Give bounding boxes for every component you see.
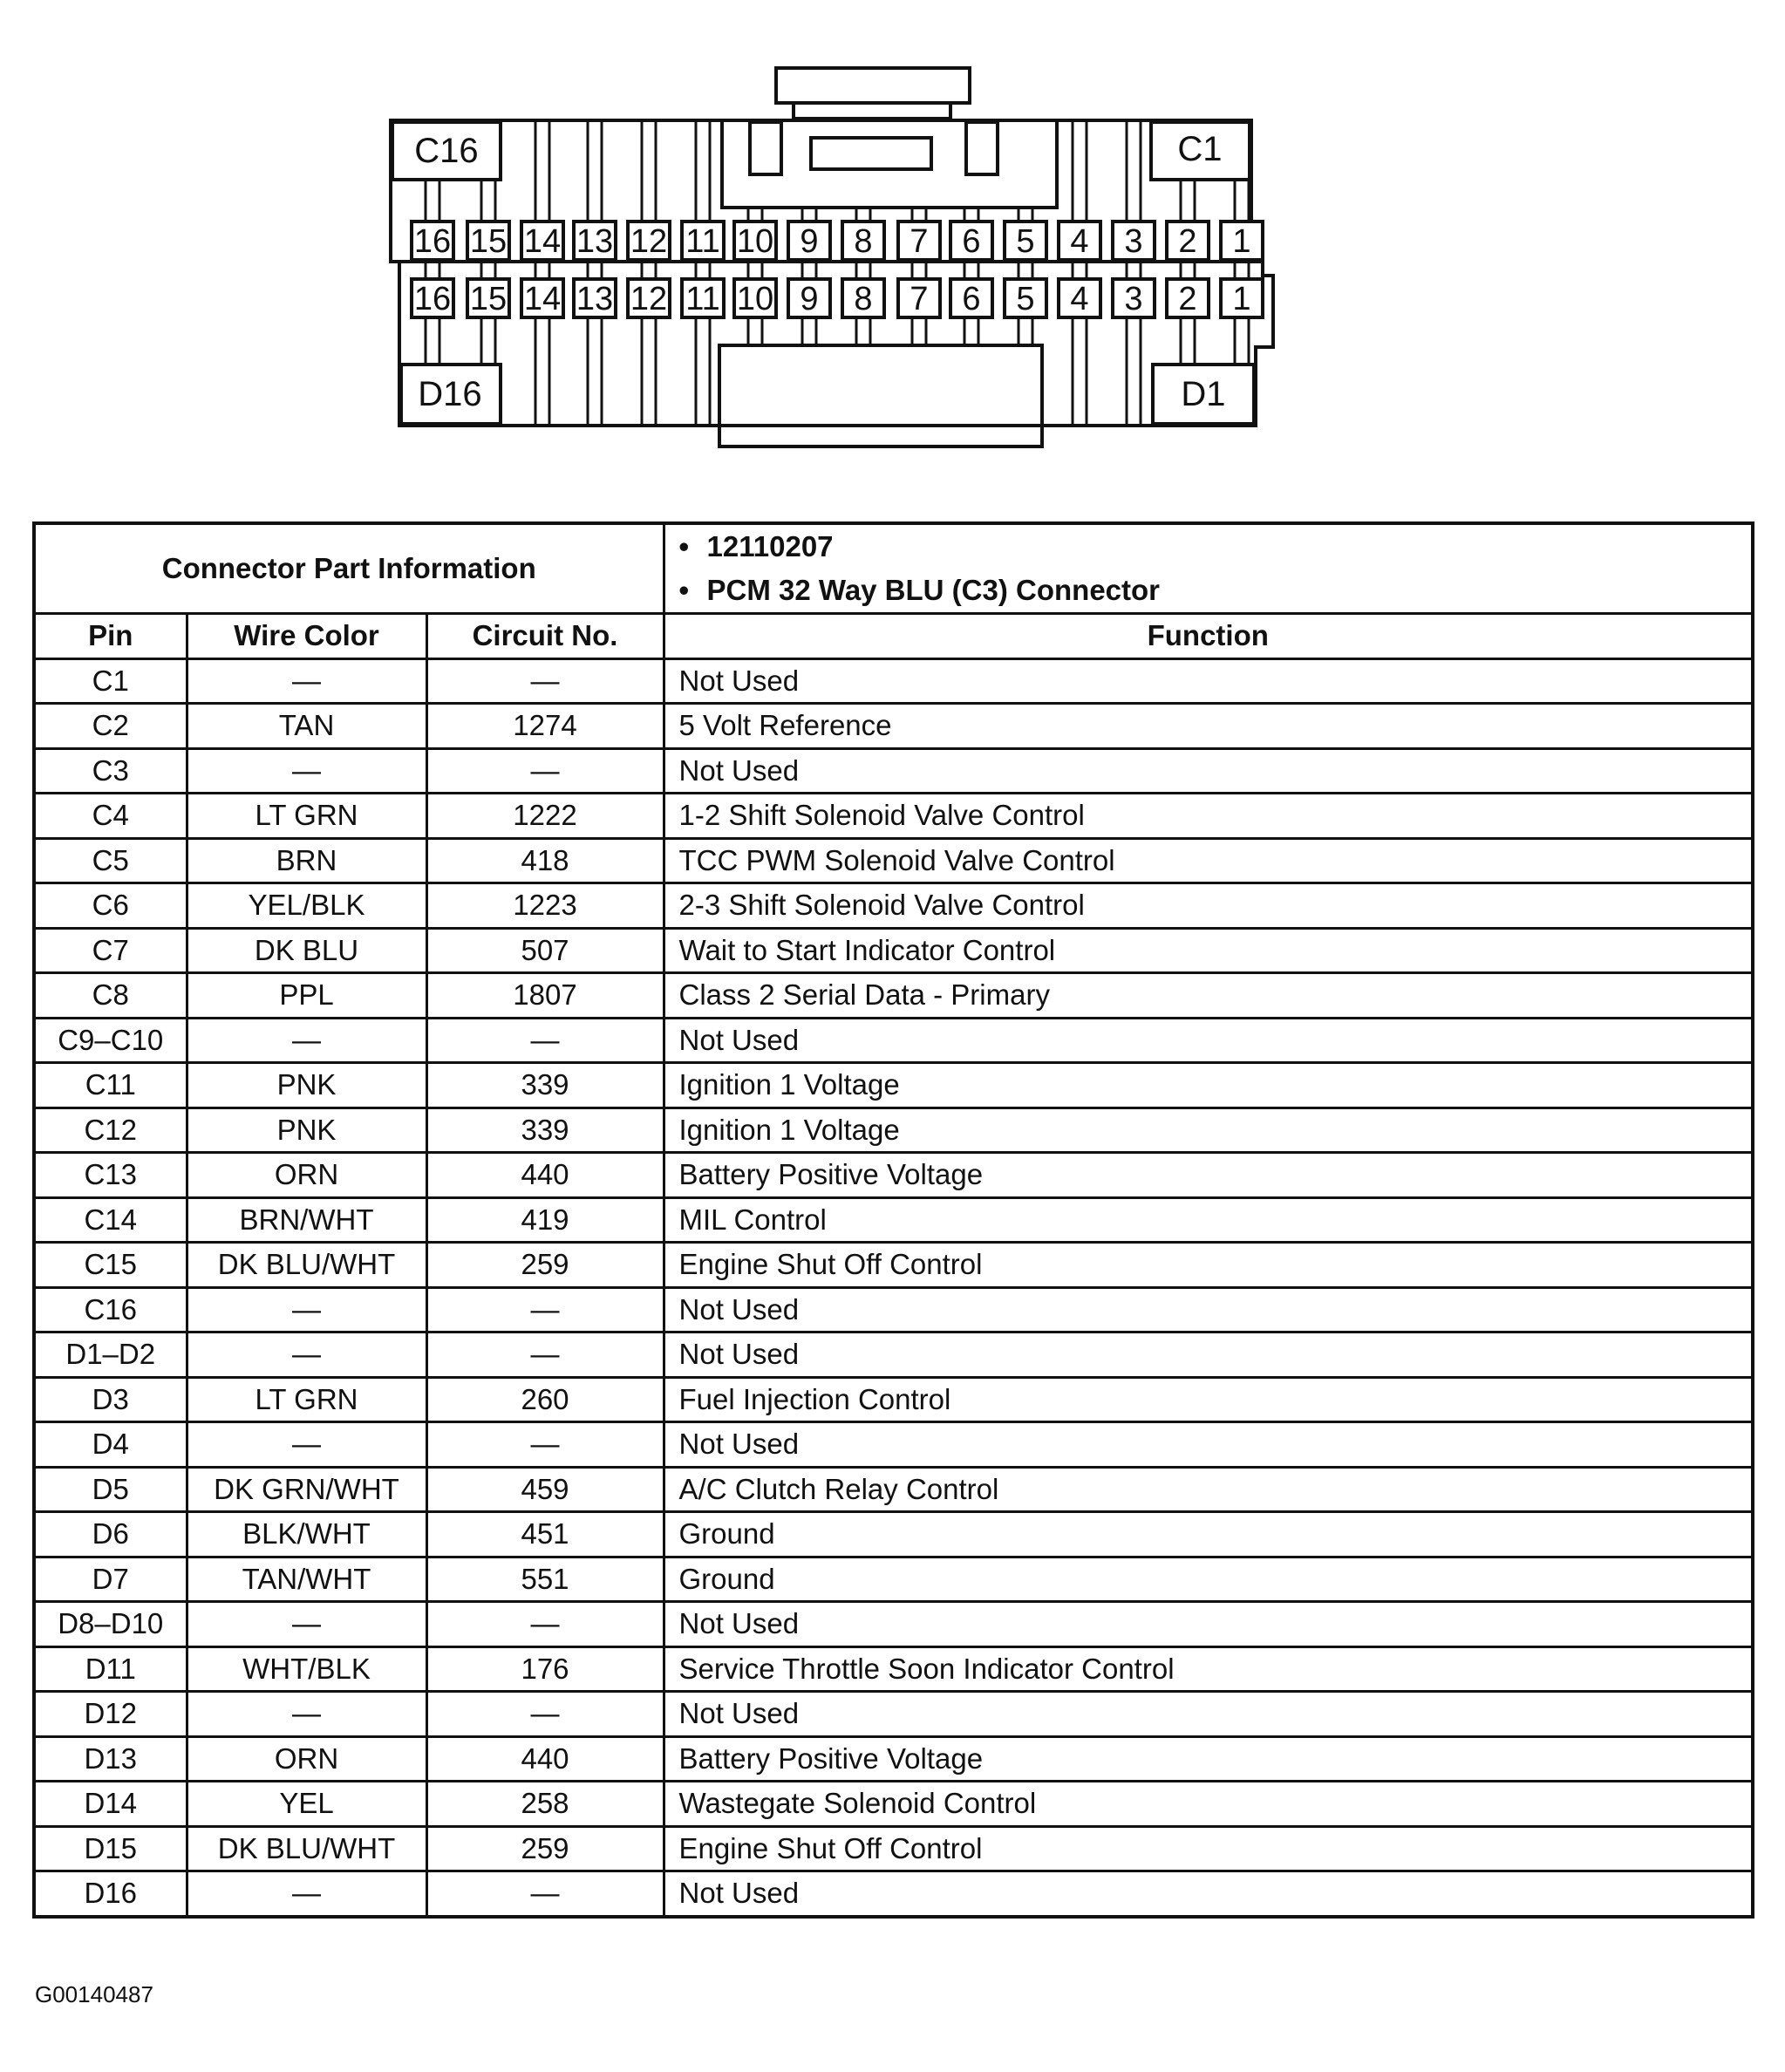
pin-cavity-d5: [1005, 279, 1046, 317]
table-row: [34, 883, 1753, 929]
cell-wire-color: —: [187, 748, 426, 794]
cell-wire-color: —: [187, 1018, 426, 1063]
cell-circuit: 258: [426, 1782, 664, 1827]
pin-number: 15: [469, 223, 508, 260]
pin-cavity-c3: [1113, 222, 1155, 260]
cell-function: Wastegate Solenoid Control: [664, 1782, 1753, 1827]
pin-number: 10: [736, 223, 774, 260]
cell-wire-color: BRN/WHT: [187, 1197, 426, 1243]
cell-function: Service Throttle Soon Indicator Control: [664, 1646, 1753, 1692]
center-key-top: [722, 120, 1057, 208]
header-wire-color: Wire Color: [187, 614, 426, 659]
pin-cavity-d4: [1059, 279, 1100, 317]
cell-function: TCC PWM Solenoid Valve Control: [664, 838, 1753, 883]
cell-circuit: —: [426, 658, 664, 704]
pin-number: 12: [630, 281, 668, 317]
cell-function: Ground: [664, 1512, 1753, 1557]
pin-number: 4: [1070, 281, 1089, 317]
cell-wire-color: —: [187, 1602, 426, 1647]
cell-function: Engine Shut Off Control: [664, 1243, 1753, 1288]
cell-pin: C9–C10: [34, 1018, 187, 1063]
cell-wire-color: YEL: [187, 1782, 426, 1827]
table-row: [34, 1153, 1753, 1198]
cell-circuit: —: [426, 1602, 664, 1647]
cell-pin: D16: [34, 1871, 187, 1917]
cell-circuit: 451: [426, 1512, 664, 1557]
pin-number: 8: [854, 223, 873, 260]
pin-cavity-d15: [467, 279, 509, 317]
cell-pin: C15: [34, 1243, 187, 1288]
cell-function: Engine Shut Off Control: [664, 1826, 1753, 1871]
pin-cavity-c16: [412, 222, 453, 260]
cell-circuit: 1807: [426, 973, 664, 1019]
pin-cavity-c5: [1005, 222, 1046, 260]
cell-wire-color: PPL: [187, 973, 426, 1019]
cell-circuit: 339: [426, 1108, 664, 1153]
table-row: [34, 748, 1753, 794]
label-d16: D16: [418, 375, 482, 413]
table-row: [34, 1467, 1753, 1512]
cell-wire-color: LT GRN: [187, 794, 426, 839]
table-row: [34, 928, 1753, 973]
cell-function: Ignition 1 Voltage: [664, 1108, 1753, 1153]
pin-cavity-c7: [898, 222, 940, 260]
pin-cavity-c12: [628, 222, 670, 260]
cell-function: Not Used: [664, 1287, 1753, 1332]
header-circuit: Circuit No.: [426, 614, 664, 659]
pin-number: 9: [800, 223, 819, 260]
cell-function: Ignition 1 Voltage: [664, 1063, 1753, 1108]
pin-number: 13: [576, 223, 614, 260]
connector-latch-base: [794, 103, 950, 119]
pin-cavity-c4: [1059, 222, 1100, 260]
pin-number: 16: [413, 281, 452, 317]
pin-cavity-c15: [467, 222, 509, 260]
table-row: [34, 1108, 1753, 1153]
cell-circuit: 176: [426, 1646, 664, 1692]
cell-circuit: 440: [426, 1153, 664, 1198]
pin-table: [32, 521, 1754, 1919]
pin-cavity-d9: [788, 279, 830, 317]
table-row: [34, 1826, 1753, 1871]
table-row: [34, 1377, 1753, 1422]
cell-wire-color: TAN/WHT: [187, 1557, 426, 1602]
table-row: [34, 1422, 1753, 1468]
cell-circuit: 459: [426, 1467, 664, 1512]
pin-cavity-d12: [628, 279, 670, 317]
label-d1: D1: [1181, 375, 1226, 413]
cell-circuit: 440: [426, 1736, 664, 1782]
pin-cavity-d1: [1221, 279, 1263, 317]
pin-number: 10: [736, 281, 774, 317]
cell-pin: D12: [34, 1692, 187, 1737]
cell-function: Wait to Start Indicator Control: [664, 928, 1753, 973]
pin-cavity-d14: [521, 279, 563, 317]
cell-circuit: 419: [426, 1197, 664, 1243]
pin-number: 5: [1016, 281, 1035, 317]
pin-cavity-d3: [1113, 279, 1155, 317]
part-info-row: [34, 523, 1753, 614]
cell-pin: C3: [34, 748, 187, 794]
cell-wire-color: PNK: [187, 1108, 426, 1153]
cell-wire-color: DK BLU: [187, 928, 426, 973]
pin-number: 13: [576, 281, 614, 317]
cell-pin: C11: [34, 1063, 187, 1108]
pin-number: 16: [413, 223, 452, 260]
table-row: [34, 794, 1753, 839]
cell-wire-color: DK BLU/WHT: [187, 1243, 426, 1288]
pin-number: 1: [1232, 281, 1251, 317]
cell-wire-color: DK GRN/WHT: [187, 1467, 426, 1512]
cell-pin: C14: [34, 1197, 187, 1243]
cell-pin: C6: [34, 883, 187, 929]
cell-circuit: —: [426, 1018, 664, 1063]
cell-wire-color: WHT/BLK: [187, 1646, 426, 1692]
cell-pin: D11: [34, 1646, 187, 1692]
table-row: [34, 658, 1753, 704]
cell-function: Class 2 Serial Data - Primary: [664, 973, 1753, 1019]
cell-pin: D13: [34, 1736, 187, 1782]
cell-pin: D8–D10: [34, 1602, 187, 1647]
table-row: [34, 1782, 1753, 1827]
table-row: [34, 838, 1753, 883]
cell-pin: C7: [34, 928, 187, 973]
cell-pin: C2: [34, 704, 187, 749]
cell-circuit: —: [426, 1287, 664, 1332]
connector-diagram: [0, 0, 1785, 488]
cell-wire-color: DK BLU/WHT: [187, 1826, 426, 1871]
pin-cavity-d16: [412, 279, 453, 317]
cell-circuit: —: [426, 748, 664, 794]
cell-pin: D5: [34, 1467, 187, 1512]
cell-pin: C4: [34, 794, 187, 839]
cell-circuit: 339: [426, 1063, 664, 1108]
label-c16: C16: [414, 132, 479, 170]
pin-cavity-c1: [1221, 222, 1263, 260]
pin-number: 7: [910, 223, 929, 260]
part-number: • 12110207: [707, 525, 1752, 569]
table-row: [34, 1063, 1753, 1108]
cell-circuit: —: [426, 1871, 664, 1917]
pin-cavity-c8: [842, 222, 884, 260]
connector-description: • PCM 32 Way BLU (C3) Connector: [707, 569, 1752, 612]
connector-latch: [776, 68, 970, 103]
table-row: [34, 1692, 1753, 1737]
table-row: [34, 1332, 1753, 1378]
table-row: [34, 1287, 1753, 1332]
cell-function: 5 Volt Reference: [664, 704, 1753, 749]
pin-number: 12: [630, 223, 668, 260]
cell-wire-color: PNK: [187, 1063, 426, 1108]
pin-cavity-c14: [521, 222, 563, 260]
cell-pin: D7: [34, 1557, 187, 1602]
header-pin: Pin: [34, 614, 187, 659]
cell-circuit: 551: [426, 1557, 664, 1602]
table-row: [34, 1243, 1753, 1288]
pin-number: 1: [1232, 223, 1251, 260]
cell-circuit: 259: [426, 1826, 664, 1871]
pin-number: 3: [1124, 281, 1143, 317]
part-info-title: Connector Part Information: [34, 523, 664, 614]
cell-pin: D3: [34, 1377, 187, 1422]
table-row: [34, 1871, 1753, 1917]
cell-pin: D6: [34, 1512, 187, 1557]
center-key-left-slot: [750, 122, 781, 174]
center-key-window: [811, 138, 931, 169]
pin-cavity-c6: [950, 222, 992, 260]
table-row: [34, 1197, 1753, 1243]
cell-pin: C8: [34, 973, 187, 1019]
cell-function: Battery Positive Voltage: [664, 1153, 1753, 1198]
cell-wire-color: —: [187, 1871, 426, 1917]
cell-circuit: 1274: [426, 704, 664, 749]
pin-number: 2: [1178, 223, 1197, 260]
pin-number: 11: [685, 281, 720, 317]
cell-pin: C16: [34, 1287, 187, 1332]
header-row: [34, 614, 1753, 659]
cell-wire-color: —: [187, 1332, 426, 1378]
pin-cavity-c2: [1167, 222, 1209, 260]
table-row: [34, 1602, 1753, 1647]
table-row: [34, 1512, 1753, 1557]
cell-function: MIL Control: [664, 1197, 1753, 1243]
cell-circuit: 507: [426, 928, 664, 973]
part-info-cell: [664, 523, 1753, 614]
figure-id: G00140487: [35, 1981, 153, 2007]
table-row: [34, 1736, 1753, 1782]
label-c1: C1: [1177, 130, 1223, 168]
pin-number: 9: [800, 281, 819, 317]
cell-function: Not Used: [664, 658, 1753, 704]
cell-pin: C12: [34, 1108, 187, 1153]
cell-pin: C1: [34, 658, 187, 704]
cell-wire-color: ORN: [187, 1736, 426, 1782]
cell-function: Not Used: [664, 1332, 1753, 1378]
cell-function: 1-2 Shift Solenoid Valve Control: [664, 794, 1753, 839]
cell-wire-color: —: [187, 1287, 426, 1332]
pin-number: 2: [1178, 281, 1197, 317]
pin-number: 15: [469, 281, 508, 317]
cell-wire-color: —: [187, 1692, 426, 1737]
cell-function: Not Used: [664, 1422, 1753, 1468]
pin-number: 5: [1016, 223, 1035, 260]
cell-function: Fuel Injection Control: [664, 1377, 1753, 1422]
cell-function: Battery Positive Voltage: [664, 1736, 1753, 1782]
cell-circuit: 259: [426, 1243, 664, 1288]
table-row: [34, 1646, 1753, 1692]
pin-cavity-c13: [574, 222, 616, 260]
cell-circuit: 260: [426, 1377, 664, 1422]
cell-wire-color: —: [187, 658, 426, 704]
pin-number: 14: [523, 281, 562, 317]
cell-wire-color: BRN: [187, 838, 426, 883]
cell-pin: C13: [34, 1153, 187, 1198]
pin-cavity-c10: [734, 222, 776, 260]
cell-wire-color: LT GRN: [187, 1377, 426, 1422]
cell-function: Not Used: [664, 1692, 1753, 1737]
pin-cavity-d11: [682, 279, 724, 317]
cell-circuit: —: [426, 1692, 664, 1737]
cell-wire-color: —: [187, 1422, 426, 1468]
table-row: [34, 704, 1753, 749]
pin-number: 14: [523, 223, 562, 260]
cell-circuit: 1223: [426, 883, 664, 929]
cell-function: A/C Clutch Relay Control: [664, 1467, 1753, 1512]
pin-number: 8: [854, 281, 873, 317]
pin-cavity-d13: [574, 279, 616, 317]
center-key-right-slot: [966, 122, 998, 174]
pin-number: 6: [962, 281, 981, 317]
pin-cavity-c9: [788, 222, 830, 260]
table-row: [34, 973, 1753, 1019]
pin-cavity-c11: [682, 222, 724, 260]
pin-cavities: [412, 222, 1263, 317]
pin-cavity-d7: [898, 279, 940, 317]
pin-number: 6: [962, 223, 981, 260]
pin-cavity-d6: [950, 279, 992, 317]
cell-wire-color: YEL/BLK: [187, 883, 426, 929]
pin-cavity-d10: [734, 279, 776, 317]
pin-number: 4: [1070, 223, 1089, 260]
cell-circuit: —: [426, 1422, 664, 1468]
pin-cavity-d8: [842, 279, 884, 317]
cell-function: Not Used: [664, 1018, 1753, 1063]
cell-circuit: 418: [426, 838, 664, 883]
cell-wire-color: ORN: [187, 1153, 426, 1198]
cell-pin: C5: [34, 838, 187, 883]
pin-number: 7: [910, 281, 929, 317]
part-info-list: [665, 525, 1752, 612]
cell-wire-color: BLK/WHT: [187, 1512, 426, 1557]
cell-circuit: 1222: [426, 794, 664, 839]
pin-number: 3: [1124, 223, 1143, 260]
table-row: [34, 1018, 1753, 1063]
terminal-ribs: [426, 122, 1249, 424]
cell-pin: D15: [34, 1826, 187, 1871]
cell-function: Not Used: [664, 748, 1753, 794]
cell-pin: D4: [34, 1422, 187, 1468]
cell-function: 2-3 Shift Solenoid Valve Control: [664, 883, 1753, 929]
table-row: [34, 1557, 1753, 1602]
cell-function: Ground: [664, 1557, 1753, 1602]
cell-circuit: —: [426, 1332, 664, 1378]
cell-function: Not Used: [664, 1602, 1753, 1647]
center-key-bottom: [719, 345, 1042, 446]
cell-pin: D14: [34, 1782, 187, 1827]
cell-pin: D1–D2: [34, 1332, 187, 1378]
pin-cavity-d2: [1167, 279, 1209, 317]
pin-number: 11: [685, 223, 720, 260]
header-function: Function: [664, 614, 1753, 659]
cell-function: Not Used: [664, 1871, 1753, 1917]
cell-wire-color: TAN: [187, 704, 426, 749]
